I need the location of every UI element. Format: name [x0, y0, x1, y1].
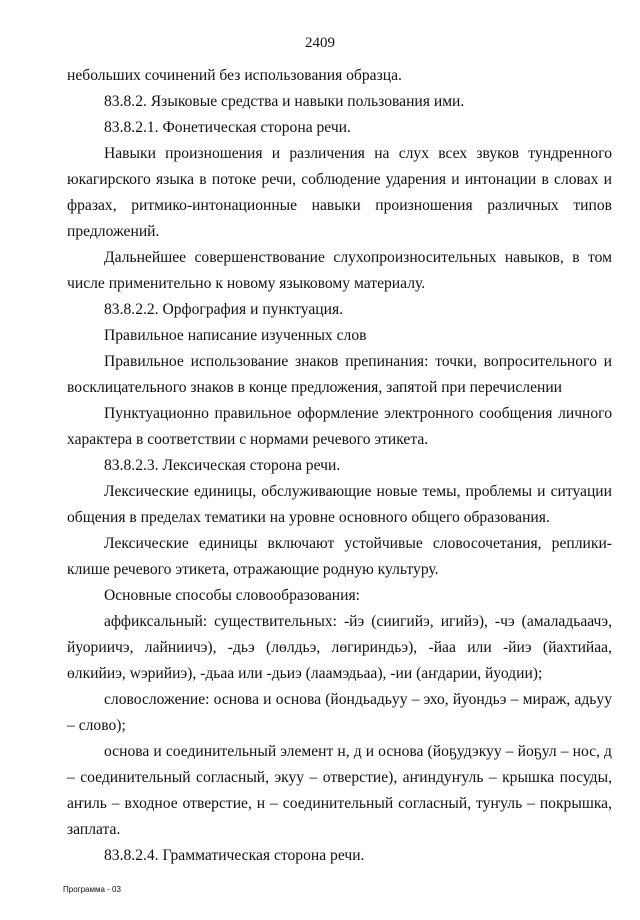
- paragraph: Пунктуационно правильное оформление электронного сообщения личного характера в соответствии с нормами речевого этикета.: [67, 405, 612, 448]
- paragraph: Правильное использование знаков препинания: точки, вопросительного и восклицательного знаков в конце предложения, запятой при перечислении: [67, 353, 612, 396]
- paragraph: Дальнейшее совершенствование слухопроизносительных навыков, в том числе применительно к новому языковому материалу.: [67, 249, 612, 292]
- paragraph: 83.8.2.4. Грамматическая сторона речи.: [104, 847, 365, 864]
- document-body: [67, 63, 612, 869]
- paragraph: аффиксальный: существительных: -йэ (сиигийэ, игийэ), -чэ (амаладьаачэ, йуориичэ, лайниичэ), -дьэ (лөлдьэ, лөгириндьэ), -йаа или -йиэ (йахтийаа, өлкийиэ, wэрийиэ), -дьаа или -дьиэ (лаамэдьаа), -ии (аҥдарии, йуодии);: [67, 613, 612, 682]
- paragraph: словосложение: основа и основа (йондьадьуу – эхо, йуондьэ – мираж, адьуу – слово);: [67, 691, 612, 734]
- paragraph: 83.8.2.1. Фонетическая сторона речи.: [104, 119, 351, 136]
- paragraph: Навыки произношения и различения на слух всех звуков тундренного юкагирского языка в потоке речи, соблюдение ударения и интонации в словах и фразах, ритмико-интонационные навыки произношения различных типов предложений.: [67, 145, 612, 240]
- paragraph: 83.8.2. Языковые средства и навыки пользования ими.: [104, 93, 465, 110]
- footer-label: Программа - 03: [63, 885, 121, 894]
- paragraph: небольших сочинений без использования образца.: [67, 67, 402, 84]
- paragraph: Лексические единицы включают устойчивые словосочетания, реплики-клише речевого этикета, отражающие родную культуру.: [67, 535, 612, 578]
- paragraph: 83.8.2.2. Орфография и пунктуация.: [104, 301, 344, 318]
- paragraph: Правильное написание изученных слов: [104, 327, 367, 344]
- paragraph: 83.8.2.3. Лексическая сторона речи.: [104, 457, 341, 474]
- paragraph: Лексические единицы, обслуживающие новые темы, проблемы и ситуации общения в пределах тематики на уровне основного общего образования.: [67, 483, 612, 526]
- page-number: 2409: [305, 35, 335, 51]
- paragraph: Основные способы словообразования:: [104, 587, 360, 604]
- paragraph: основа и соединительный элемент н, д и основа (йоҕудэкуу – йоҕул – нос, д – соединительный согласный, экуу – отверстие), аҥиндуҥуль – крышка посуды, аҥиль – входное отверстие, н – соединительный согласный, туҥуль – покрышка, заплата.: [67, 743, 612, 838]
